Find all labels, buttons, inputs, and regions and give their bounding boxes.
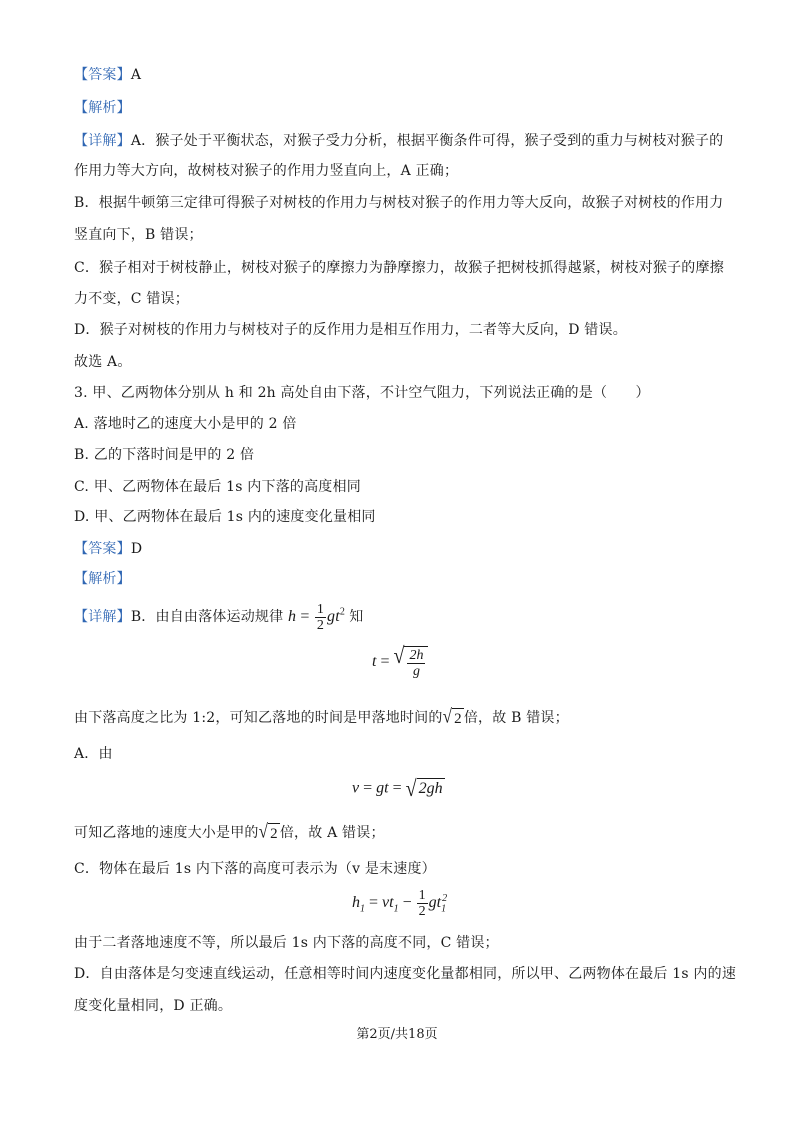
fh-s2: 1 <box>393 903 399 915</box>
fv-eq1: = <box>363 779 373 797</box>
fh-vt: vt <box>382 894 394 912</box>
page-footer: 第2页/共18页 <box>356 1027 438 1042</box>
fh-frac <box>417 888 428 919</box>
f-gt: gt <box>327 608 340 626</box>
fv-rad-body: 2gh <box>417 778 445 800</box>
formula-h-gt2 <box>287 602 349 633</box>
speed-ratio-line <box>74 820 385 843</box>
speed-ratio-after: 倍，故 A 错误； <box>279 825 385 841</box>
ratio-line <box>74 705 569 728</box>
ratio-sqrt-val: 2 <box>452 708 464 728</box>
f-eq: = <box>300 608 310 626</box>
detail-line-5: C．猴子相对于树枝静止，树枝对猴子的摩擦力为静摩擦力，故猴子把树枝抓得越紧，树枝对猴子的摩擦 <box>74 260 724 276</box>
fh-h: h <box>352 894 360 912</box>
fh-gt: gt <box>428 894 442 912</box>
analysis-tag: 【解析】 <box>74 100 131 116</box>
option-c: C. 甲、乙两物体在最后 1s 内下落的高度相同 <box>74 479 361 495</box>
a-from-line: A．由 <box>74 746 113 762</box>
f-sq: 2 <box>339 606 346 618</box>
fh-s3: 1 <box>441 903 447 915</box>
ft-sqrt <box>393 643 428 679</box>
detail-tag: 【详解】 <box>74 133 131 149</box>
answer-line-2 <box>74 540 142 558</box>
fh-eq: = <box>369 894 379 912</box>
answer-tag-2: 【答案】 <box>74 541 131 557</box>
ratio-text: 由下落高度之比为 1:2，可知乙落地的时间是甲落地时间的 <box>74 710 443 726</box>
f-num: 1 <box>316 602 325 617</box>
ft-t: t <box>372 653 377 671</box>
detail-line-1 <box>74 132 723 150</box>
formula-v <box>352 778 445 800</box>
detail-line-6: 力不变，C 错误； <box>74 291 189 307</box>
answer-line-1 <box>74 66 141 84</box>
answer-value: A <box>130 67 142 83</box>
fh-den: 2 <box>418 904 426 919</box>
detail-line-4: 竖直向下，B 错误； <box>74 227 203 243</box>
option-a: A. 落地时乙的速度大小是甲的 2 倍 <box>74 416 297 432</box>
answer-tag: 【答案】 <box>74 67 131 83</box>
formula-h1 <box>352 888 447 919</box>
fv-gt: gt <box>376 779 389 797</box>
fv-sqrt <box>406 778 445 800</box>
detail-text: A．猴子处于平衡状态，对猴子受力分析，根据平衡条件可得，猴子受到的重力与树枝对猴子的 <box>130 133 724 149</box>
detail-b-after: 知 <box>349 609 364 626</box>
fh-minus: − <box>402 894 412 912</box>
detail-line-7: D．猴子对树枝的作用力与树枝对子的反作用力是相互作用力，二者等大反向，D 错误。 <box>74 322 627 338</box>
fv-v: v <box>352 779 360 797</box>
ratio-sqrt <box>442 705 464 728</box>
ft-num: 2h <box>409 648 424 663</box>
option-b: B. 乙的下落时间是甲的 2 倍 <box>74 447 255 463</box>
ratio-after: 倍，故 B 错误； <box>463 710 569 726</box>
detail-b-text: B．由自由落体运动规律 <box>130 609 284 626</box>
detail-line-3: B．根据牛顿第三定律可得猴子对树枝的作用力与树枝对猴子的作用力等大反向，故猴子对树枝的作用力 <box>74 195 724 211</box>
ft-eq: = <box>380 653 390 671</box>
option-d: D. 甲、乙两物体在最后 1s 内的速度变化量相同 <box>74 509 376 525</box>
sqrt-radical-icon: √ <box>393 643 405 669</box>
fh-sq: 2 <box>442 892 448 904</box>
question-3: 3. 甲、乙两物体分别从 h 和 2h 高处自由下落，不计空气阻力，下列说法正确的是（ ） <box>74 385 650 401</box>
fv-eq2: = <box>392 779 402 797</box>
detail-b-line <box>74 602 363 633</box>
detail-line-2: 作用力等大方向，故树枝对猴子的作用力竖直向上，A 正确； <box>74 163 459 179</box>
f-h: h <box>287 608 297 626</box>
sqrt-radical-icon-3: √ <box>405 776 417 802</box>
sqrt-radical-icon-4: √ <box>258 820 269 843</box>
speed-sqrt <box>258 820 280 843</box>
sqrt-radical-icon-2: √ <box>442 705 453 728</box>
speed-ratio-text: 可知乙落地的速度大小是甲的 <box>74 825 259 841</box>
c-line: C．物体在最后 1s 内下落的高度可表示为（v 是末速度） <box>74 861 436 877</box>
detail-tag-2: 【详解】 <box>74 609 131 626</box>
ft-den: g <box>412 664 420 679</box>
diff-line: 由于二者落地速度不等，所以最后 1s 内下落的高度不同，C 错误； <box>74 935 499 951</box>
fh-num: 1 <box>418 888 426 903</box>
fh-s1: 1 <box>360 903 365 915</box>
f-den: 2 <box>316 618 325 633</box>
answer-value-2: D <box>130 541 143 557</box>
analysis-tag-2: 【解析】 <box>74 571 131 587</box>
formula-t <box>372 643 428 679</box>
d-line-2: 度变化量相同，D 正确。 <box>74 998 233 1014</box>
d-line-1: D．自由落体是匀变速直线运动，任意相等时间内速度变化量都相同，所以甲、乙两物体在最后 1s 内的速 <box>74 966 737 982</box>
conclusion-line: 故选 A。 <box>74 354 132 370</box>
f-frac <box>315 602 326 633</box>
speed-sqrt-val: 2 <box>268 823 280 843</box>
ft-frac <box>407 648 425 679</box>
